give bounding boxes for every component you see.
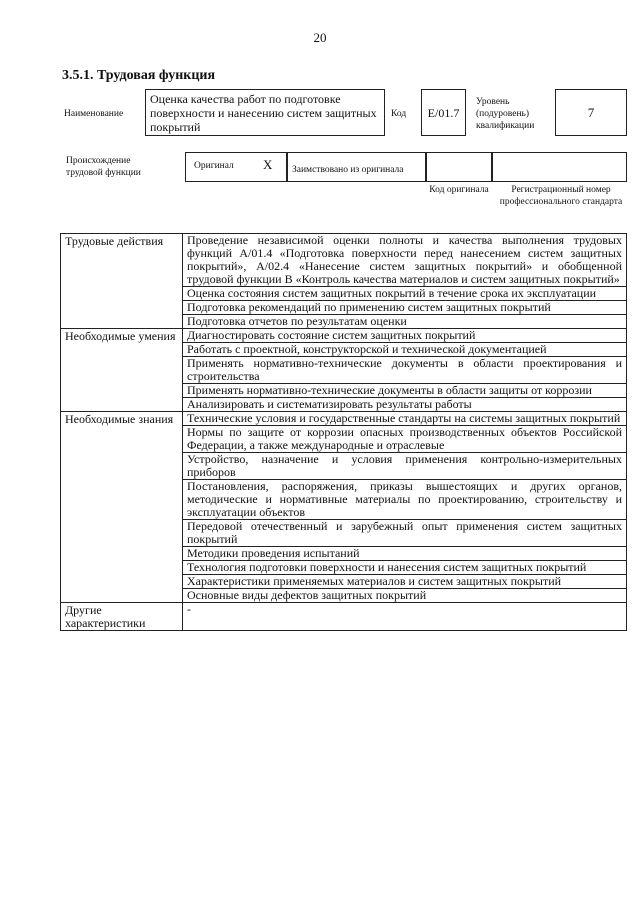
row-category: Необходимые умения: [61, 329, 183, 412]
row-category: Необходимые знания: [61, 412, 183, 603]
page-number: 20: [313, 30, 327, 45]
row-item: Нормы по защите от коррозии опасных производственных объектов Российской Федерации, а также международные и отраслевые: [183, 426, 627, 453]
code-original-cell: [426, 152, 492, 182]
row-category: Трудовые действия: [61, 234, 183, 329]
code-original-label: Код оригинала: [429, 185, 489, 195]
row-item: Диагностировать состояние систем защитных покрытий: [183, 329, 627, 343]
section-title: 3.5.1. Трудовая функция: [62, 68, 216, 83]
row-item: Технология подготовки поверхности и нанесения систем защитных покрытий: [183, 561, 627, 575]
table-row: [61, 234, 627, 287]
row-item: Характеристики применяемых материалов и систем защитных покрытий: [183, 575, 627, 589]
reg-number-cell: [492, 152, 627, 182]
table-row: [61, 329, 627, 343]
original-label: Оригинал: [194, 161, 234, 171]
reg-number-label: Регистрационный номер профессионального стандарта: [499, 185, 623, 207]
row-item: Применять нормативно-технические документы в области проектирования и строительства: [183, 357, 627, 384]
origin-label: Происхождение трудовой функции: [66, 156, 141, 178]
row-item: Проведение независимой оценки полноты и качества выполнения трудовых функций А/01.4 «Подготовка поверхности перед нанесением систем защитных покрытий», А/02.4 «Нанесение систем защитных покрытий» и обобщенной трудовой функции В «Контроль качества материалов и систем защитных покрытий»: [183, 234, 627, 287]
function-name-field: Оценка качества работ по подготовке поверхности и нанесению систем защитных покрытий: [145, 89, 385, 136]
qualification-level-label: Уровень (подуровень) квалификации: [476, 97, 535, 131]
row-item: Передовой отечественный и зарубежный опыт применения систем защитных покрытий: [183, 520, 627, 547]
name-label: Наименование: [64, 109, 124, 119]
function-details-table: [60, 233, 627, 631]
row-item: Устройство, назначение и условия применения контрольно-измерительных приборов: [183, 453, 627, 480]
row-category: Другие характеристики: [61, 603, 183, 631]
table-row: [61, 603, 627, 631]
function-code-field: [421, 89, 466, 136]
row-item: Оценка состояния систем защитных покрытий в течение срока их эксплуатации: [183, 287, 627, 301]
function-code-value: E/01.7: [427, 105, 460, 120]
row-item: Анализировать и систематизировать результаты работы: [183, 398, 627, 412]
qualification-level-field: [555, 89, 627, 136]
row-item: Методики проведения испытаний: [183, 547, 627, 561]
borrowed-cell: [287, 152, 426, 182]
code-label: Код: [391, 109, 407, 119]
row-item: Постановления, распоряжения, приказы вышестоящих и других органов, методические и нормативные материалы по проектированию, строительству и эксплуатации объектов: [183, 480, 627, 520]
row-item: -: [183, 603, 627, 631]
row-item: Технические условия и государственные стандарты на системы защитных покрытий: [183, 412, 627, 426]
row-item: Основные виды дефектов защитных покрытий: [183, 589, 627, 603]
table-row: [61, 412, 627, 426]
row-item: Работать с проектной, конструкторской и технической документацией: [183, 343, 627, 357]
original-mark: X: [263, 157, 273, 172]
row-item: Применять нормативно-технические документы в области защиты от коррозии: [183, 384, 627, 398]
row-item: Подготовка отчетов по результатам оценки: [183, 315, 627, 329]
borrowed-label: Заимствовано из оригинала: [292, 165, 404, 175]
row-item: Подготовка рекомендаций по применению систем защитных покрытий: [183, 301, 627, 315]
qualification-level-value: 7: [587, 104, 595, 120]
